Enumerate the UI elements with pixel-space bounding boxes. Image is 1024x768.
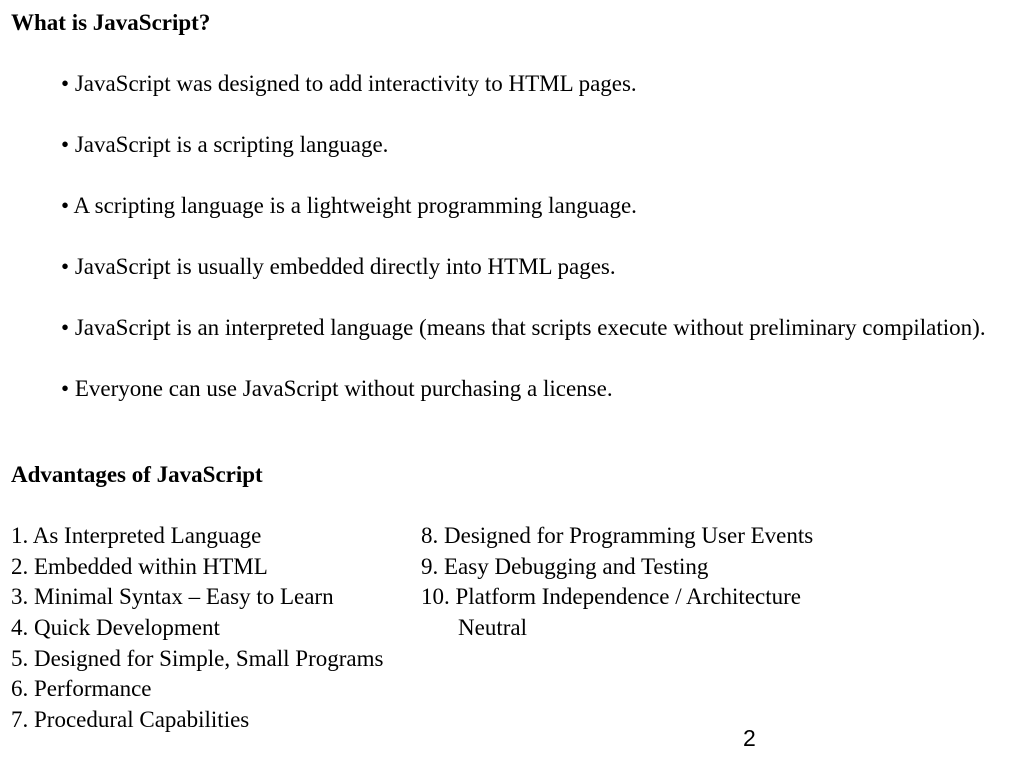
section-title-what-is-javascript: What is JavaScript? — [11, 10, 211, 35]
bullet-list — [61, 69, 991, 435]
advantage-item: 3. Minimal Syntax – Easy to Learn — [11, 584, 334, 610]
bullet-text: A scripting language is a lightweight programming language. — [73, 193, 637, 218]
advantage-item: 4. Quick Development — [11, 615, 220, 641]
advantages-list-left — [11, 521, 431, 736]
advantages-list-right — [421, 521, 981, 644]
bullet-dot-icon: • — [61, 71, 70, 96]
page-number: 2 — [743, 725, 756, 751]
bullet-text: JavaScript is a scripting language. — [74, 132, 389, 157]
bullet-dot-icon: • — [61, 132, 70, 157]
bullet-text: JavaScript is usually embedded directly into HTML pages. — [74, 254, 616, 279]
bullet-item — [61, 374, 991, 404]
bullet-text: Everyone can use JavaScript without purchasing a license. — [74, 376, 613, 401]
bullet-dot-icon: • — [61, 193, 70, 218]
bullet-text: JavaScript was designed to add interactivity to HTML pages. — [74, 71, 637, 96]
advantage-item: 9. Easy Debugging and Testing — [421, 553, 709, 579]
bullet-dot-icon: • — [61, 376, 70, 401]
advantage-item: 6. Performance — [11, 676, 152, 702]
advantage-item: 2. Embedded within HTML — [11, 553, 268, 579]
bullet-item — [61, 313, 991, 343]
bullet-text: JavaScript is an interpreted language (means that scripts execute without preliminary compilation). — [74, 315, 986, 340]
advantage-item: 1. As Interpreted Language — [11, 523, 262, 548]
bullet-item — [61, 69, 991, 99]
advantage-item-continuation: Neutral — [458, 615, 527, 641]
advantage-item: 8. Designed for Programming User Events — [421, 523, 814, 548]
advantage-item: 10. Platform Independence / Architecture — [421, 584, 801, 610]
bullet-item — [61, 191, 991, 221]
bullet-item — [61, 130, 991, 160]
advantage-item: 5. Designed for Simple, Small Programs — [11, 645, 384, 671]
advantage-item: 7. Procedural Capabilities — [11, 707, 250, 733]
bullet-dot-icon: • — [61, 254, 70, 279]
section-title-advantages: Advantages of JavaScript — [11, 462, 263, 487]
bullet-dot-icon: • — [61, 315, 70, 340]
bullet-item — [61, 252, 991, 282]
